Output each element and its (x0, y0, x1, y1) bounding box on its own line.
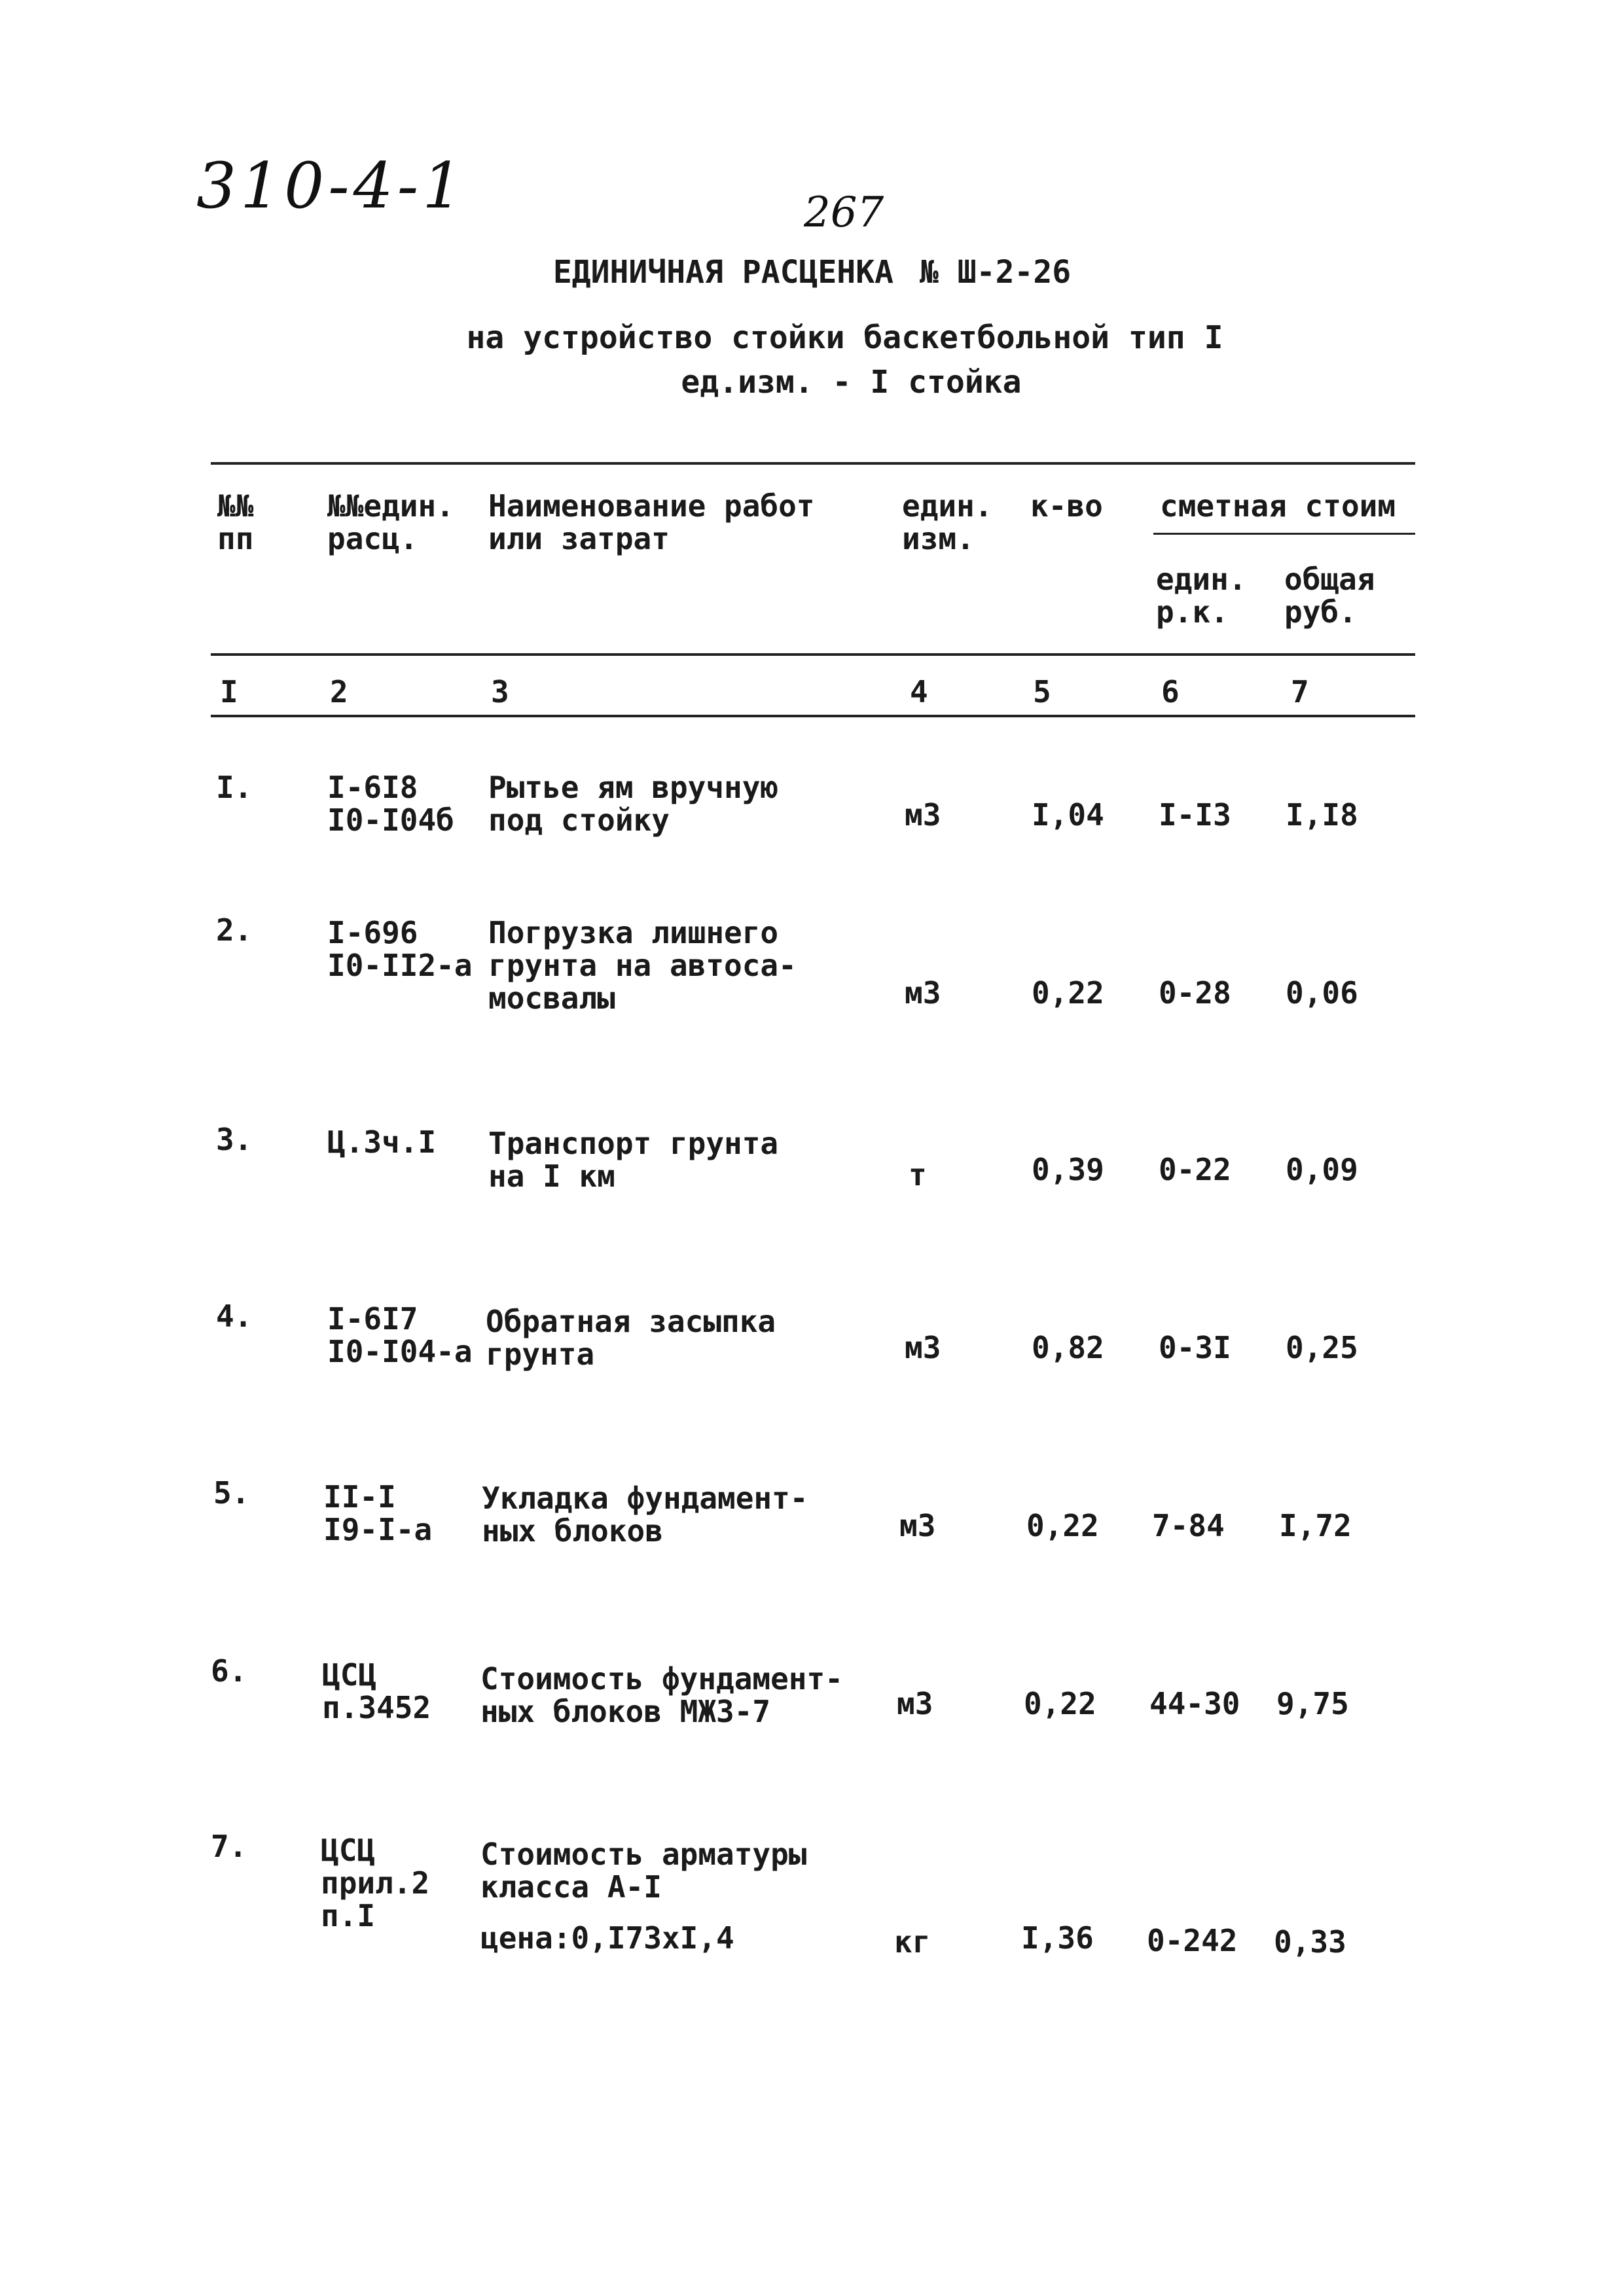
table-top-rule (211, 462, 1415, 465)
col-number-6: 6 (1161, 674, 1180, 709)
table-row-7-price-note: цена:0,I73хI,4 (480, 1920, 734, 1956)
table-row-7-qty: I,36 (1021, 1920, 1094, 1956)
table-row-2-num: 2. (216, 912, 253, 948)
table-row-6-qty: 0,22 (1024, 1686, 1096, 1721)
table-row-4-num: 4. (216, 1299, 253, 1334)
col-number-7: 7 (1291, 674, 1309, 709)
table-row-6-unit-cost: 44-30 (1149, 1686, 1240, 1721)
col-number-5: 5 (1033, 674, 1051, 709)
col-number-3: 3 (491, 674, 509, 709)
handwritten-page-number: 267 (804, 188, 884, 237)
table-row-3-qty: 0,39 (1032, 1152, 1104, 1187)
table-row-5-name: Укладка фундамент- ных блоков (482, 1480, 808, 1549)
table-row-5-num: 5. (213, 1475, 250, 1511)
table-row-6-num: 6. (211, 1653, 247, 1689)
table-row-5-unit-cost: 7-84 (1152, 1508, 1225, 1543)
table-row-3-num: 3. (216, 1122, 253, 1157)
col-number-2: 2 (330, 674, 348, 709)
table-row-7-num: 7. (211, 1829, 247, 1864)
table-row-2-code: I-696 I0-II2-а (327, 915, 473, 983)
table-row-1-num: I. (216, 770, 253, 805)
table-row-6-unit: м3 (897, 1686, 933, 1721)
table-row-5-total: I,72 (1279, 1508, 1352, 1543)
handwritten-document-code: 310-4-1 (196, 149, 467, 223)
table-row-3-code: Ц.3ч.I (327, 1124, 437, 1160)
col-header-cost-unit: един. р.к. (1156, 562, 1247, 630)
table-row-5-code: II-I I9-I-а (323, 1479, 433, 1547)
col-header-cost-total: общая руб. (1284, 562, 1375, 630)
table-row-1-name: Рытье ям вручную под стойку (488, 770, 779, 838)
table-row-2-total: 0,06 (1286, 975, 1358, 1011)
table-row-1-total: I,I8 (1286, 797, 1358, 833)
col-header-unit: един. изм. (902, 488, 993, 556)
col-header-num: №№ пп (217, 488, 254, 556)
table-row-7-code: ЦСЦ прил.2 п.I (321, 1833, 430, 1933)
table-row-1-code: I-6I8 I0-I04б (327, 770, 454, 838)
col-header-qty: к-во (1030, 488, 1103, 524)
table-row-5-unit: м3 (899, 1508, 936, 1543)
cost-group-rule (1153, 533, 1415, 535)
table-row-2-unit-cost: 0-28 (1159, 975, 1231, 1011)
table-row-3-total: 0,09 (1286, 1152, 1358, 1187)
col-numbers-rule (211, 715, 1415, 717)
table-row-4-code: I-6I7 I0-I04-а (327, 1301, 473, 1369)
table-row-7-unit-cost: 0-242 (1147, 1923, 1238, 1958)
table-row-6-code: ЦСЦ п.3452 (322, 1657, 431, 1725)
table-row-2-qty: 0,22 (1032, 975, 1104, 1011)
col-header-code: №№един. расц. (327, 488, 454, 556)
document-title (0, 254, 1624, 291)
table-row-6-name: Стоимость фундамент- ных блоков МЖЗ-7 (480, 1661, 843, 1729)
header-bottom-rule (211, 653, 1415, 656)
table-row-1-unit: м3 (905, 797, 941, 833)
title-text: ЕДИНИЧНАЯ РАСЦЕНКА (552, 254, 893, 291)
table-row-2-unit: м3 (905, 975, 941, 1011)
table-row-3-unit-cost: 0-22 (1159, 1152, 1231, 1187)
table-row-4-total: 0,25 (1286, 1330, 1358, 1365)
col-header-name: Наименование работ или затрат (488, 488, 815, 556)
table-row-7-total: 0,33 (1274, 1924, 1346, 1960)
table-row-3-unit: т (909, 1157, 927, 1193)
table-row-7-unit: кг (894, 1924, 931, 1960)
table-row-3-name: Транспорт грунта на I км (488, 1126, 779, 1194)
col-number-1: I (220, 674, 238, 709)
document-subtitle: на устройство стойки баскетбольной тип I (466, 319, 1223, 356)
table-row-1-unit-cost: I-I3 (1159, 797, 1231, 833)
title-number: № Ш-2-26 (919, 254, 1072, 291)
col-header-cost-group: сметная стоим (1160, 488, 1396, 524)
unit-of-measure-line: ед.изм. - I стойка (681, 364, 1022, 401)
table-row-4-name: Обратная засыпка грунта (486, 1304, 776, 1372)
col-number-4: 4 (910, 674, 928, 709)
table-row-4-qty: 0,82 (1032, 1330, 1104, 1365)
table-row-4-unit-cost: 0-3I (1159, 1330, 1231, 1365)
table-row-1-qty: I,04 (1032, 797, 1104, 833)
table-row-2-name: Погрузка лишнего грунта на автоса- мосвалы (488, 915, 797, 1016)
table-row-5-qty: 0,22 (1026, 1508, 1099, 1543)
table-row-7-name: Стоимость арматуры класса А-I (480, 1837, 807, 1905)
table-row-4-unit: м3 (905, 1330, 941, 1365)
table-row-6-total: 9,75 (1276, 1686, 1349, 1721)
